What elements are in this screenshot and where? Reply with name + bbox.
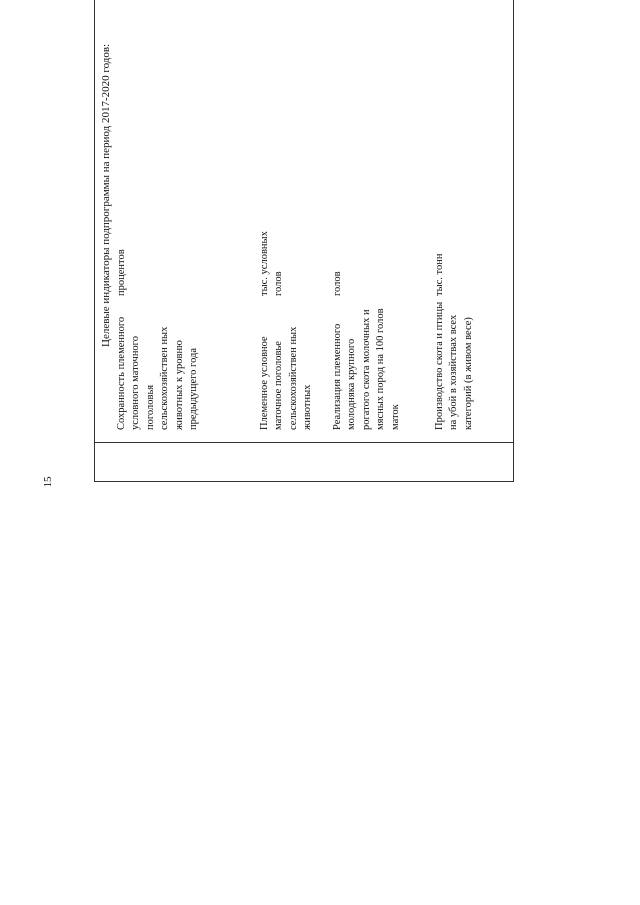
row-2-name: Племенное условное маточное поголовье сельскохозяйствен ных животных <box>259 326 314 430</box>
row-1-name: Сохранность племенного условного маточного поголовья сельскохозяйствен ных животных к уровню предыдущего года <box>116 316 200 430</box>
number-column <box>95 442 513 482</box>
indicator-table <box>94 0 514 482</box>
row-3-unit: голов <box>332 271 343 296</box>
row-3-name: Реализация племенного молодняка крупного рогатого скота молочных и мясных пород на 100 голов маток <box>332 308 401 430</box>
row-4-name: Производство скота и птицы на убой в хозяйствах всех категорий (в живом весе) <box>434 301 474 430</box>
row-2-unit: тыс. условных голов <box>259 231 285 296</box>
row-4-unit: тыс. тонн <box>434 253 445 296</box>
table-caption: Целевые индикаторы подпрограммы на период 2017-2020 годов: <box>100 43 112 347</box>
row-1-unit: процентов <box>116 249 127 296</box>
page-number: 15 <box>42 476 54 488</box>
